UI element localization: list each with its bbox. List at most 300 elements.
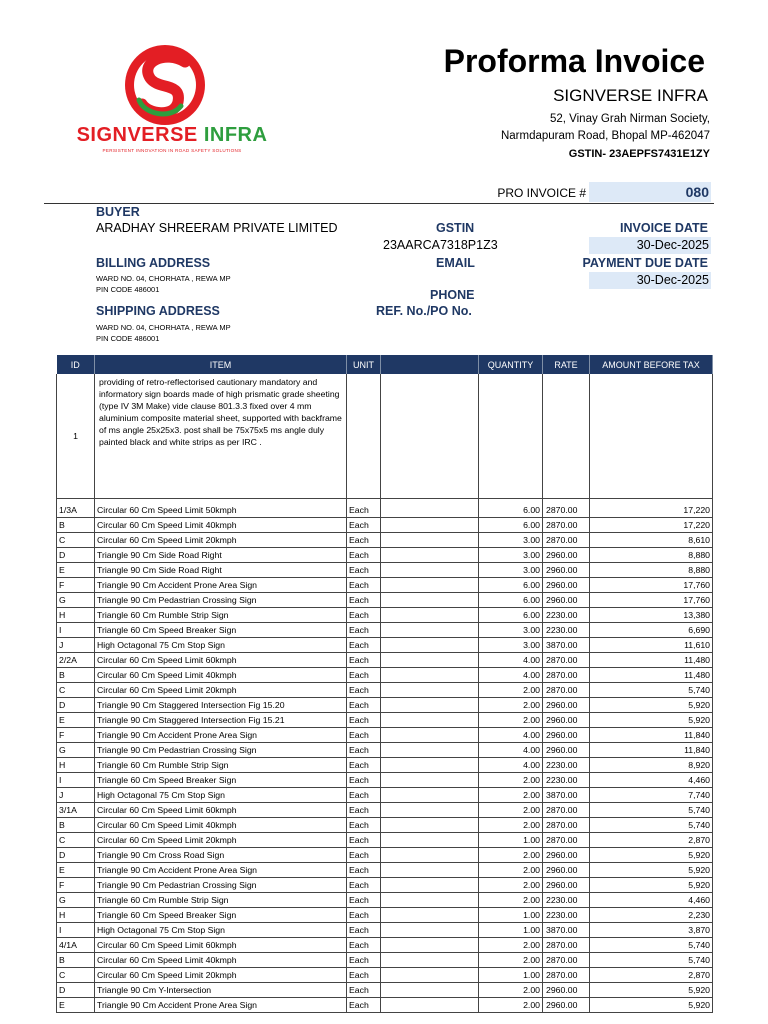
row-id: I: [57, 773, 95, 788]
shipping-address-line1: WARD NO. 04, CHORHATA , REWA MP: [96, 323, 231, 332]
row-amount: 5,920: [590, 848, 713, 863]
description-qty-cell: [479, 374, 543, 499]
row-amount: 2,870: [590, 833, 713, 848]
row-rate: 2870.00: [543, 938, 590, 953]
row-rate: 3870.00: [543, 638, 590, 653]
table-row: [57, 893, 713, 908]
row-blank: [381, 608, 479, 623]
row-amount: 8,880: [590, 563, 713, 578]
table-row: [57, 563, 713, 578]
row-amount: 11,480: [590, 668, 713, 683]
table-row: [57, 623, 713, 638]
logo-tagline: PERSISTENT INNOVATION IN ROAD SAFETY SOLUTIONS: [102, 148, 242, 153]
row-blank: [381, 728, 479, 743]
pro-invoice-label: PRO INVOICE #: [497, 186, 586, 200]
table-row: [57, 608, 713, 623]
row-amount: 8,610: [590, 533, 713, 548]
row-rate: 2870.00: [543, 818, 590, 833]
row-amount: 5,740: [590, 938, 713, 953]
row-blank: [381, 683, 479, 698]
row-blank: [381, 938, 479, 953]
row-rate: 2230.00: [543, 608, 590, 623]
row-item: Triangle 90 Cm Pedastrian Crossing Sign: [95, 743, 347, 758]
row-blank: [381, 908, 479, 923]
company-address: [380, 111, 710, 145]
row-amount: 5,740: [590, 953, 713, 968]
row-id: C: [57, 833, 95, 848]
row-id: D: [57, 983, 95, 998]
table-row: [57, 998, 713, 1013]
row-unit: Each: [347, 533, 381, 548]
billing-address-label: BILLING ADDRESS: [96, 256, 211, 270]
shipping-address-label: SHIPPING ADDRESS: [96, 304, 220, 318]
row-amount: 3,870: [590, 923, 713, 938]
row-id: B: [57, 668, 95, 683]
row-item: Circular 60 Cm Speed Limit 40kmph: [95, 953, 347, 968]
table-row: [57, 923, 713, 938]
row-amount: 17,220: [590, 518, 713, 533]
row-amount: 5,920: [590, 698, 713, 713]
row-blank: [381, 518, 479, 533]
row-amount: 5,920: [590, 878, 713, 893]
buyer-name: ARADHAY SHREERAM PRIVATE LIMITED: [96, 221, 338, 235]
row-id: G: [57, 593, 95, 608]
row-unit: Each: [347, 698, 381, 713]
payment-due-date: 30-Dec-2025: [589, 272, 711, 289]
row-quantity: 2.00: [479, 683, 543, 698]
row-blank: [381, 503, 479, 518]
row-blank: [381, 653, 479, 668]
row-item: Circular 60 Cm Speed Limit 60kmph: [95, 803, 347, 818]
description-id: 1: [57, 374, 95, 499]
description-rate-cell: [543, 374, 590, 499]
row-item: Circular 60 Cm Speed Limit 40kmph: [95, 818, 347, 833]
row-quantity: 2.00: [479, 773, 543, 788]
row-rate: 2870.00: [543, 968, 590, 983]
col-header-blank: [381, 355, 479, 374]
row-blank: [381, 773, 479, 788]
table-row: [57, 788, 713, 803]
row-rate: 2960.00: [543, 593, 590, 608]
table-row: [57, 938, 713, 953]
row-quantity: 3.00: [479, 563, 543, 578]
row-blank: [381, 578, 479, 593]
row-item: Triangle 90 Cm Accident Prone Area Sign: [95, 998, 347, 1013]
row-blank: [381, 998, 479, 1013]
row-item: Circular 60 Cm Speed Limit 60kmph: [95, 938, 347, 953]
row-unit: Each: [347, 638, 381, 653]
col-header-unit: UNIT: [347, 355, 381, 374]
row-unit: Each: [347, 773, 381, 788]
row-quantity: 6.00: [479, 593, 543, 608]
table-row: [57, 728, 713, 743]
payment-due-label: PAYMENT DUE DATE: [582, 256, 708, 270]
row-item: Triangle 90 Cm Side Road Right: [95, 548, 347, 563]
row-item: High Octagonal 75 Cm Stop Sign: [95, 788, 347, 803]
row-rate: 3870.00: [543, 923, 590, 938]
row-id: B: [57, 818, 95, 833]
row-id: J: [57, 638, 95, 653]
row-quantity: 3.00: [479, 623, 543, 638]
table-row: [57, 533, 713, 548]
row-unit: Each: [347, 758, 381, 773]
description-row: [57, 374, 713, 499]
row-quantity: 2.00: [479, 878, 543, 893]
row-blank: [381, 623, 479, 638]
row-quantity: 1.00: [479, 923, 543, 938]
description-text: providing of retro-reflectorised cautionary mandatory and informatory sign boards made of high prismatic grade sheeting (type IV 3M Make) vide clause 801.3.3 fixed over 4 mm aluminium composite material sheet, supported with backframe of ms angle 25x25x3. post shall be 75x75x5 ms angle duly painted black and white strips as per IRC .: [95, 374, 347, 499]
row-rate: 2230.00: [543, 893, 590, 908]
row-rate: 2870.00: [543, 953, 590, 968]
row-item: Circular 60 Cm Speed Limit 40kmph: [95, 668, 347, 683]
row-id: G: [57, 743, 95, 758]
row-quantity: 3.00: [479, 638, 543, 653]
row-blank: [381, 923, 479, 938]
invoice-date: 30-Dec-2025: [589, 237, 711, 254]
row-item: Triangle 90 Cm Accident Prone Area Sign: [95, 728, 347, 743]
row-quantity: 6.00: [479, 518, 543, 533]
row-blank: [381, 953, 479, 968]
col-header-quantity: QUANTITY: [479, 355, 543, 374]
row-blank: [381, 548, 479, 563]
row-unit: Each: [347, 668, 381, 683]
table-row: [57, 848, 713, 863]
row-rate: 2230.00: [543, 758, 590, 773]
row-blank: [381, 803, 479, 818]
row-blank: [381, 983, 479, 998]
row-rate: 2960.00: [543, 713, 590, 728]
row-unit: Each: [347, 683, 381, 698]
row-blank: [381, 758, 479, 773]
row-unit: Each: [347, 803, 381, 818]
row-unit: Each: [347, 578, 381, 593]
row-quantity: 4.00: [479, 668, 543, 683]
table-row: [57, 713, 713, 728]
col-header-rate: RATE: [543, 355, 590, 374]
row-amount: 5,920: [590, 983, 713, 998]
row-unit: Each: [347, 563, 381, 578]
row-item: Triangle 60 Cm Speed Breaker Sign: [95, 908, 347, 923]
row-id: E: [57, 863, 95, 878]
row-unit: Each: [347, 653, 381, 668]
table-row: [57, 653, 713, 668]
billing-address-line1: WARD NO. 04, CHORHATA , REWA MP: [96, 274, 231, 283]
header-divider: [44, 203, 714, 204]
table-row: [57, 803, 713, 818]
row-blank: [381, 563, 479, 578]
row-item: Triangle 60 Cm Speed Breaker Sign: [95, 773, 347, 788]
row-id: F: [57, 728, 95, 743]
row-amount: 4,460: [590, 773, 713, 788]
invoice-date-label: INVOICE DATE: [620, 221, 708, 235]
row-quantity: 2.00: [479, 803, 543, 818]
row-blank: [381, 713, 479, 728]
row-amount: 5,740: [590, 803, 713, 818]
row-unit: Each: [347, 908, 381, 923]
row-unit: Each: [347, 818, 381, 833]
row-amount: 11,840: [590, 743, 713, 758]
buyer-gstin: 23AARCA7318P1Z3: [383, 238, 498, 252]
row-blank: [381, 893, 479, 908]
table-row: [57, 818, 713, 833]
row-id: C: [57, 533, 95, 548]
row-quantity: 6.00: [479, 608, 543, 623]
table-row: [57, 953, 713, 968]
row-quantity: 2.00: [479, 848, 543, 863]
document-title: Proforma Invoice: [443, 43, 705, 79]
row-blank: [381, 818, 479, 833]
row-quantity: 2.00: [479, 953, 543, 968]
row-blank: [381, 698, 479, 713]
row-rate: 2960.00: [543, 548, 590, 563]
row-id: F: [57, 578, 95, 593]
table-row: [57, 593, 713, 608]
row-amount: 5,920: [590, 713, 713, 728]
row-id: E: [57, 563, 95, 578]
row-rate: 2960.00: [543, 728, 590, 743]
row-id: B: [57, 518, 95, 533]
billing-address: [96, 273, 231, 295]
row-blank: [381, 668, 479, 683]
row-item: Circular 60 Cm Speed Limit 20kmph: [95, 533, 347, 548]
table-row: [57, 683, 713, 698]
description-unit-cell: [347, 374, 381, 499]
row-quantity: 4.00: [479, 743, 543, 758]
company-name: SIGNVERSE INFRA: [553, 86, 708, 105]
row-amount: 11,840: [590, 728, 713, 743]
buyer-gstin-label: GSTIN: [436, 221, 475, 235]
row-item: Triangle 90 Cm Pedastrian Crossing Sign: [95, 593, 347, 608]
row-item: Triangle 90 Cm Y-Intersection: [95, 983, 347, 998]
row-amount: 2,870: [590, 968, 713, 983]
row-quantity: 2.00: [479, 713, 543, 728]
row-id: D: [57, 848, 95, 863]
row-rate: 2230.00: [543, 623, 590, 638]
row-unit: Each: [347, 788, 381, 803]
row-unit: Each: [347, 713, 381, 728]
description-amount-cell: [590, 374, 713, 499]
shipping-address-line2: PIN CODE 486001: [96, 334, 160, 343]
row-unit: Each: [347, 623, 381, 638]
row-id: 4/1A: [57, 938, 95, 953]
row-blank: [381, 638, 479, 653]
row-item: High Octagonal 75 Cm Stop Sign: [95, 638, 347, 653]
row-rate: 2870.00: [543, 803, 590, 818]
row-rate: 2870.00: [543, 683, 590, 698]
row-unit: Each: [347, 743, 381, 758]
items-table: [56, 355, 713, 1013]
row-amount: 5,740: [590, 818, 713, 833]
row-quantity: 1.00: [479, 968, 543, 983]
row-rate: 2960.00: [543, 863, 590, 878]
row-item: Triangle 90 Cm Pedastrian Crossing Sign: [95, 878, 347, 893]
row-quantity: 2.00: [479, 818, 543, 833]
table-row: [57, 833, 713, 848]
row-rate: 2960.00: [543, 983, 590, 998]
row-id: I: [57, 623, 95, 638]
row-item: High Octagonal 75 Cm Stop Sign: [95, 923, 347, 938]
row-quantity: 4.00: [479, 758, 543, 773]
row-id: D: [57, 548, 95, 563]
row-blank: [381, 593, 479, 608]
row-id: I: [57, 923, 95, 938]
row-blank: [381, 533, 479, 548]
row-quantity: 1.00: [479, 908, 543, 923]
row-id: E: [57, 713, 95, 728]
row-amount: 13,380: [590, 608, 713, 623]
row-rate: 2960.00: [543, 848, 590, 863]
row-quantity: 3.00: [479, 533, 543, 548]
row-amount: 4,460: [590, 893, 713, 908]
row-quantity: 1.00: [479, 833, 543, 848]
company-gstin: GSTIN- 23AEPFS7431E1ZY: [568, 148, 710, 160]
table-row: [57, 503, 713, 518]
col-header-id: ID: [57, 355, 95, 374]
row-quantity: 2.00: [479, 698, 543, 713]
row-item: Circular 60 Cm Speed Limit 60kmph: [95, 653, 347, 668]
row-unit: Each: [347, 728, 381, 743]
row-amount: 17,220: [590, 503, 713, 518]
row-id: F: [57, 878, 95, 893]
row-item: Circular 60 Cm Speed Limit 20kmph: [95, 968, 347, 983]
row-quantity: 3.00: [479, 548, 543, 563]
col-header-item: ITEM: [95, 355, 347, 374]
company-logo: [40, 40, 290, 160]
table-row: [57, 698, 713, 713]
row-rate: 2870.00: [543, 668, 590, 683]
table-row: [57, 878, 713, 893]
row-unit: Each: [347, 983, 381, 998]
shipping-address: [96, 322, 231, 344]
row-amount: 17,760: [590, 578, 713, 593]
row-unit: Each: [347, 848, 381, 863]
row-blank: [381, 788, 479, 803]
row-rate: 2870.00: [543, 533, 590, 548]
row-rate: 2960.00: [543, 878, 590, 893]
table-row: [57, 518, 713, 533]
row-unit: Each: [347, 968, 381, 983]
row-rate: 2870.00: [543, 518, 590, 533]
row-unit: Each: [347, 938, 381, 953]
row-rate: 2960.00: [543, 578, 590, 593]
table-row: [57, 548, 713, 563]
row-item: Triangle 90 Cm Cross Road Sign: [95, 848, 347, 863]
row-unit: Each: [347, 503, 381, 518]
row-amount: 5,740: [590, 683, 713, 698]
row-id: H: [57, 908, 95, 923]
row-item: Triangle 60 Cm Rumble Strip Sign: [95, 893, 347, 908]
row-id: D: [57, 698, 95, 713]
table-row: [57, 908, 713, 923]
row-amount: 5,920: [590, 998, 713, 1013]
row-quantity: 4.00: [479, 728, 543, 743]
row-unit: Each: [347, 833, 381, 848]
table-row: [57, 863, 713, 878]
row-rate: 2870.00: [543, 833, 590, 848]
table-row: [57, 668, 713, 683]
table-header-row: [57, 355, 713, 374]
row-blank: [381, 833, 479, 848]
phone-label: PHONE: [430, 288, 475, 302]
row-item: Triangle 60 Cm Speed Breaker Sign: [95, 623, 347, 638]
row-amount: 11,610: [590, 638, 713, 653]
row-quantity: 2.00: [479, 998, 543, 1013]
row-id: 3/1A: [57, 803, 95, 818]
row-rate: 2960.00: [543, 698, 590, 713]
row-quantity: 2.00: [479, 938, 543, 953]
row-id: H: [57, 758, 95, 773]
row-id: B: [57, 953, 95, 968]
row-unit: Each: [347, 608, 381, 623]
row-id: 1/3A: [57, 503, 95, 518]
row-unit: Each: [347, 593, 381, 608]
company-address-line1: 52, Vinay Grah Nirman Society,: [549, 113, 710, 125]
row-amount: 11,480: [590, 653, 713, 668]
row-blank: [381, 878, 479, 893]
row-unit: Each: [347, 548, 381, 563]
row-quantity: 2.00: [479, 983, 543, 998]
row-item: Triangle 90 Cm Accident Prone Area Sign: [95, 578, 347, 593]
row-rate: 2960.00: [543, 563, 590, 578]
pro-invoice-number: 080: [589, 182, 711, 202]
row-unit: Each: [347, 893, 381, 908]
row-unit: Each: [347, 953, 381, 968]
row-rate: 2960.00: [543, 743, 590, 758]
row-rate: 2230.00: [543, 773, 590, 788]
row-item: Triangle 90 Cm Staggered Intersection Fig 15.20: [95, 698, 347, 713]
company-address-line2: Narmdapuram Road, Bhopal MP-462047: [500, 130, 710, 142]
row-amount: 2,230: [590, 908, 713, 923]
row-item: Triangle 90 Cm Staggered Intersection Fig 15.21: [95, 713, 347, 728]
row-unit: Each: [347, 863, 381, 878]
row-item: Circular 60 Cm Speed Limit 40kmph: [95, 518, 347, 533]
row-unit: Each: [347, 518, 381, 533]
row-rate: 2230.00: [543, 908, 590, 923]
row-id: H: [57, 608, 95, 623]
row-unit: Each: [347, 878, 381, 893]
row-amount: 7,740: [590, 788, 713, 803]
row-amount: 8,920: [590, 758, 713, 773]
row-item: Triangle 60 Cm Rumble Strip Sign: [95, 758, 347, 773]
logo-wordmark: SIGNVERSE INFRA: [76, 124, 268, 146]
table-row: [57, 983, 713, 998]
row-amount: 6,690: [590, 623, 713, 638]
table-row: [57, 968, 713, 983]
row-blank: [381, 968, 479, 983]
row-item: Circular 60 Cm Speed Limit 20kmph: [95, 683, 347, 698]
row-blank: [381, 863, 479, 878]
row-amount: 8,880: [590, 548, 713, 563]
row-id: C: [57, 683, 95, 698]
row-unit: Each: [347, 998, 381, 1013]
row-id: E: [57, 998, 95, 1013]
row-blank: [381, 743, 479, 758]
row-quantity: 4.00: [479, 653, 543, 668]
row-id: 2/2A: [57, 653, 95, 668]
row-unit: Each: [347, 923, 381, 938]
row-rate: 2870.00: [543, 503, 590, 518]
row-item: Circular 60 Cm Speed Limit 20kmph: [95, 833, 347, 848]
row-quantity: 2.00: [479, 863, 543, 878]
row-id: C: [57, 968, 95, 983]
buyer-label: BUYER: [96, 205, 140, 219]
table-row: [57, 638, 713, 653]
row-blank: [381, 848, 479, 863]
email-label: EMAIL: [436, 256, 475, 270]
billing-address-line2: PIN CODE 486001: [96, 285, 160, 294]
ref-po-label: REF. No./PO No.: [376, 304, 472, 318]
row-quantity: 2.00: [479, 893, 543, 908]
